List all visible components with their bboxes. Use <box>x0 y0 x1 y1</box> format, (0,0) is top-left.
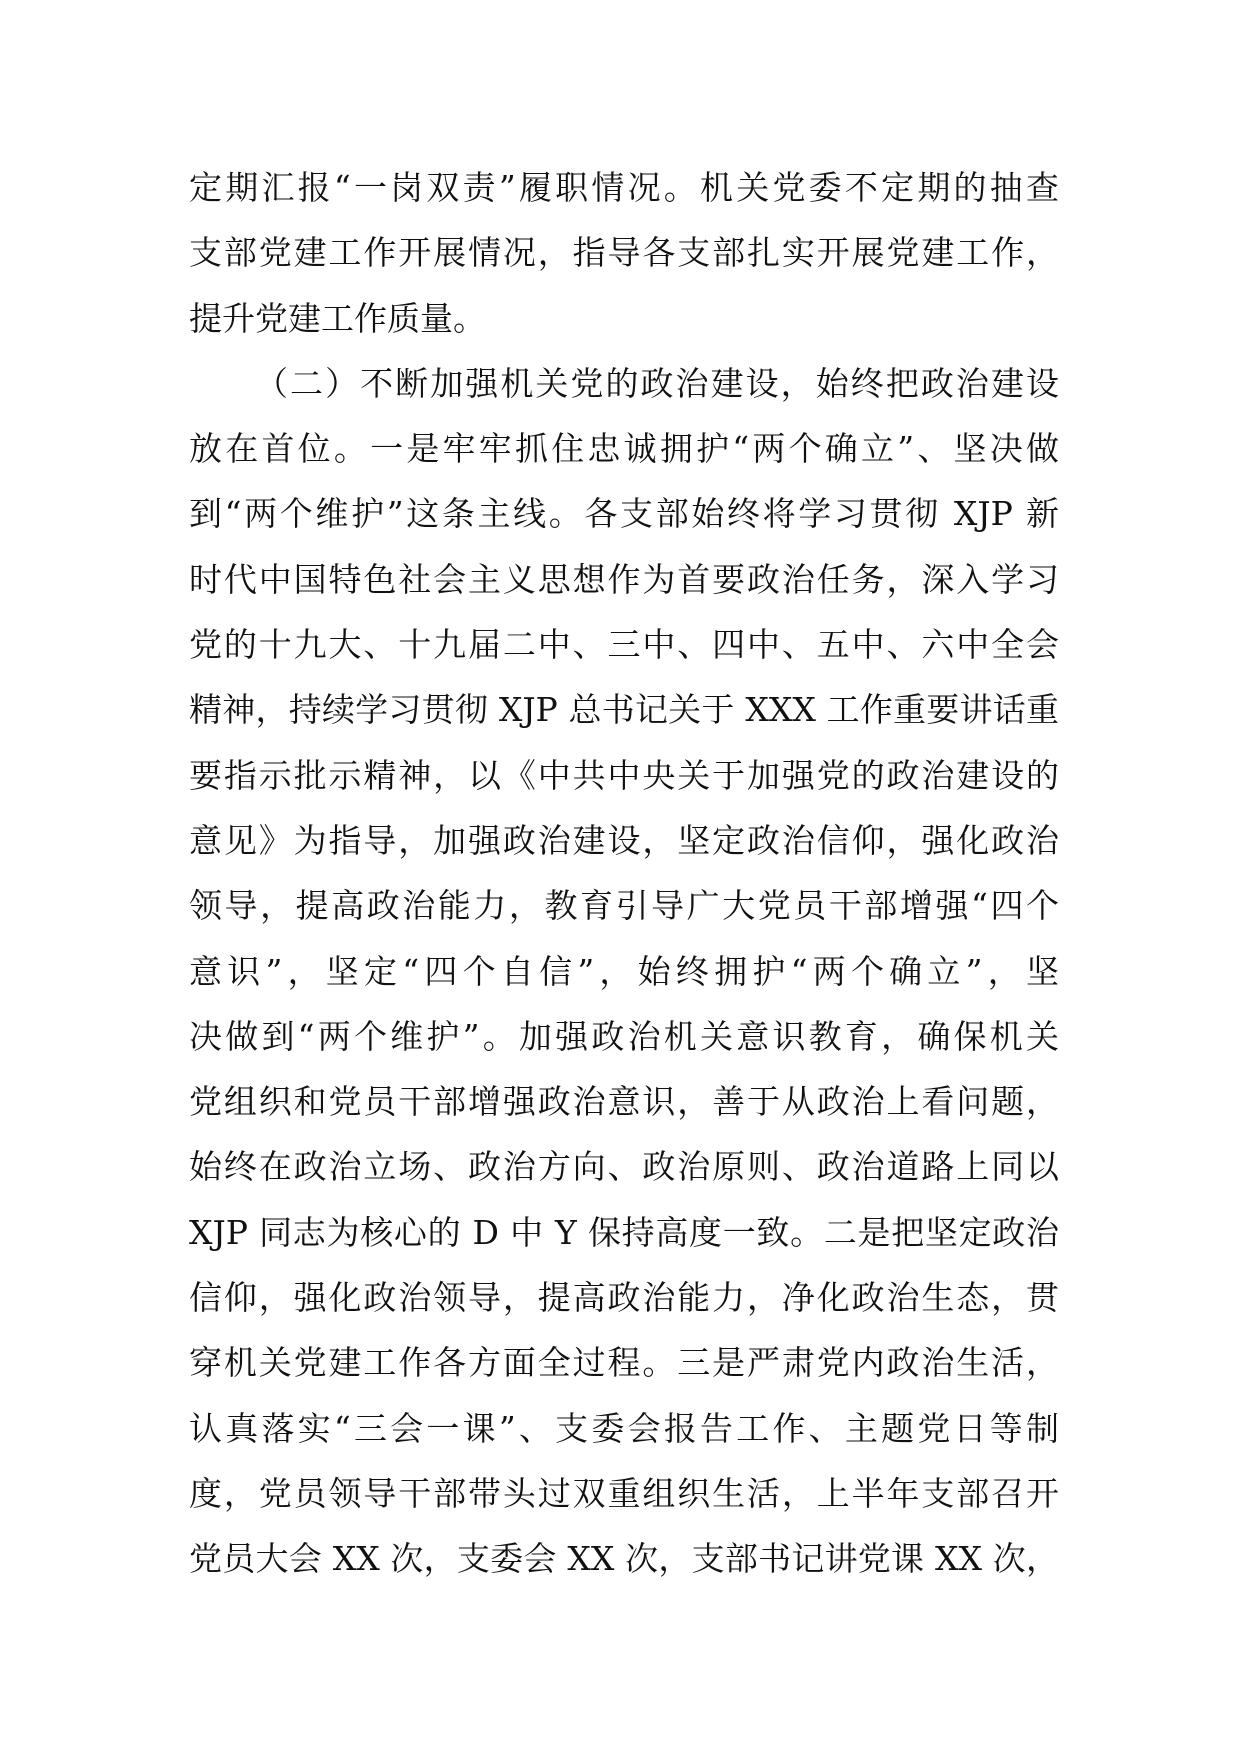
text-line: 党员大会 XX 次，支委会 XX 次，支部书记讲党课 XX 次， <box>189 1539 1059 1579</box>
text-line: 始终在政治立场、政治方向、政治原则、政治道路上同以 <box>189 1147 1059 1187</box>
text-line: 要指示批示精神，以《中共中央关于加强党的政治建设的 <box>189 755 1059 795</box>
text-line: 提升党建工作质量。 <box>189 298 486 338</box>
text-line: 时代中国特色社会主义思想作为首要政治任务，深入学习 <box>189 559 1059 599</box>
text-line: 认真落实“三会一课”、支委会报告工作、主题党日等制 <box>189 1408 1059 1448</box>
text-line: 穿机关党建工作各方面全过程。三是严肃党内政治生活， <box>189 1343 1059 1383</box>
text-line: 党的十九大、十九届二中、三中、四中、五中、六中全会 <box>189 625 1059 665</box>
text-line: 定期汇报“一岗双责”履职情况。机关党委不定期的抽查 <box>189 168 1059 207</box>
section-heading-line: （二）不断加强机关党的政治建设，始终把政治建设 <box>255 363 1059 403</box>
text-line: 信仰，强化政治领导，提高政治能力，净化政治生态，贯 <box>189 1278 1059 1318</box>
text-line: 精神，持续学习贯彻 XJP 总书记关于 XXX 工作重要讲话重 <box>189 690 1059 730</box>
text-line: 放在首位。一是牢牢抓住忠诚拥护“两个确立”、坚决做 <box>189 429 1059 469</box>
text-line: 意识”，坚定“四个自信”，始终拥护“两个确立”，坚 <box>189 951 1059 991</box>
body-text <box>189 168 1059 1605</box>
text-line: 到“两个维护”这条主线。各支部始终将学习贯彻 XJP 新 <box>189 494 1059 534</box>
text-line: 意见》为指导，加强政治建设，坚定政治信仰，强化政治 <box>189 820 1059 860</box>
text-line: 领导，提高政治能力，教育引导广大党员干部增强“四个 <box>189 886 1059 926</box>
text-line: 度，党员领导干部带头过双重组织生活，上半年支部召开 <box>189 1473 1059 1513</box>
text-line: 决做到“两个维护”。加强政治机关意识教育，确保机关 <box>189 1016 1059 1056</box>
text-line: 党组织和党员干部增强政治意识，善于从政治上看问题， <box>189 1082 1059 1122</box>
text-line: 支部党建工作开展情况，指导各支部扎实开展党建工作， <box>189 233 1059 273</box>
text-line: XJP 同志为核心的 D 中 Y 保持高度一致。二是把坚定政治 <box>189 1212 1059 1252</box>
